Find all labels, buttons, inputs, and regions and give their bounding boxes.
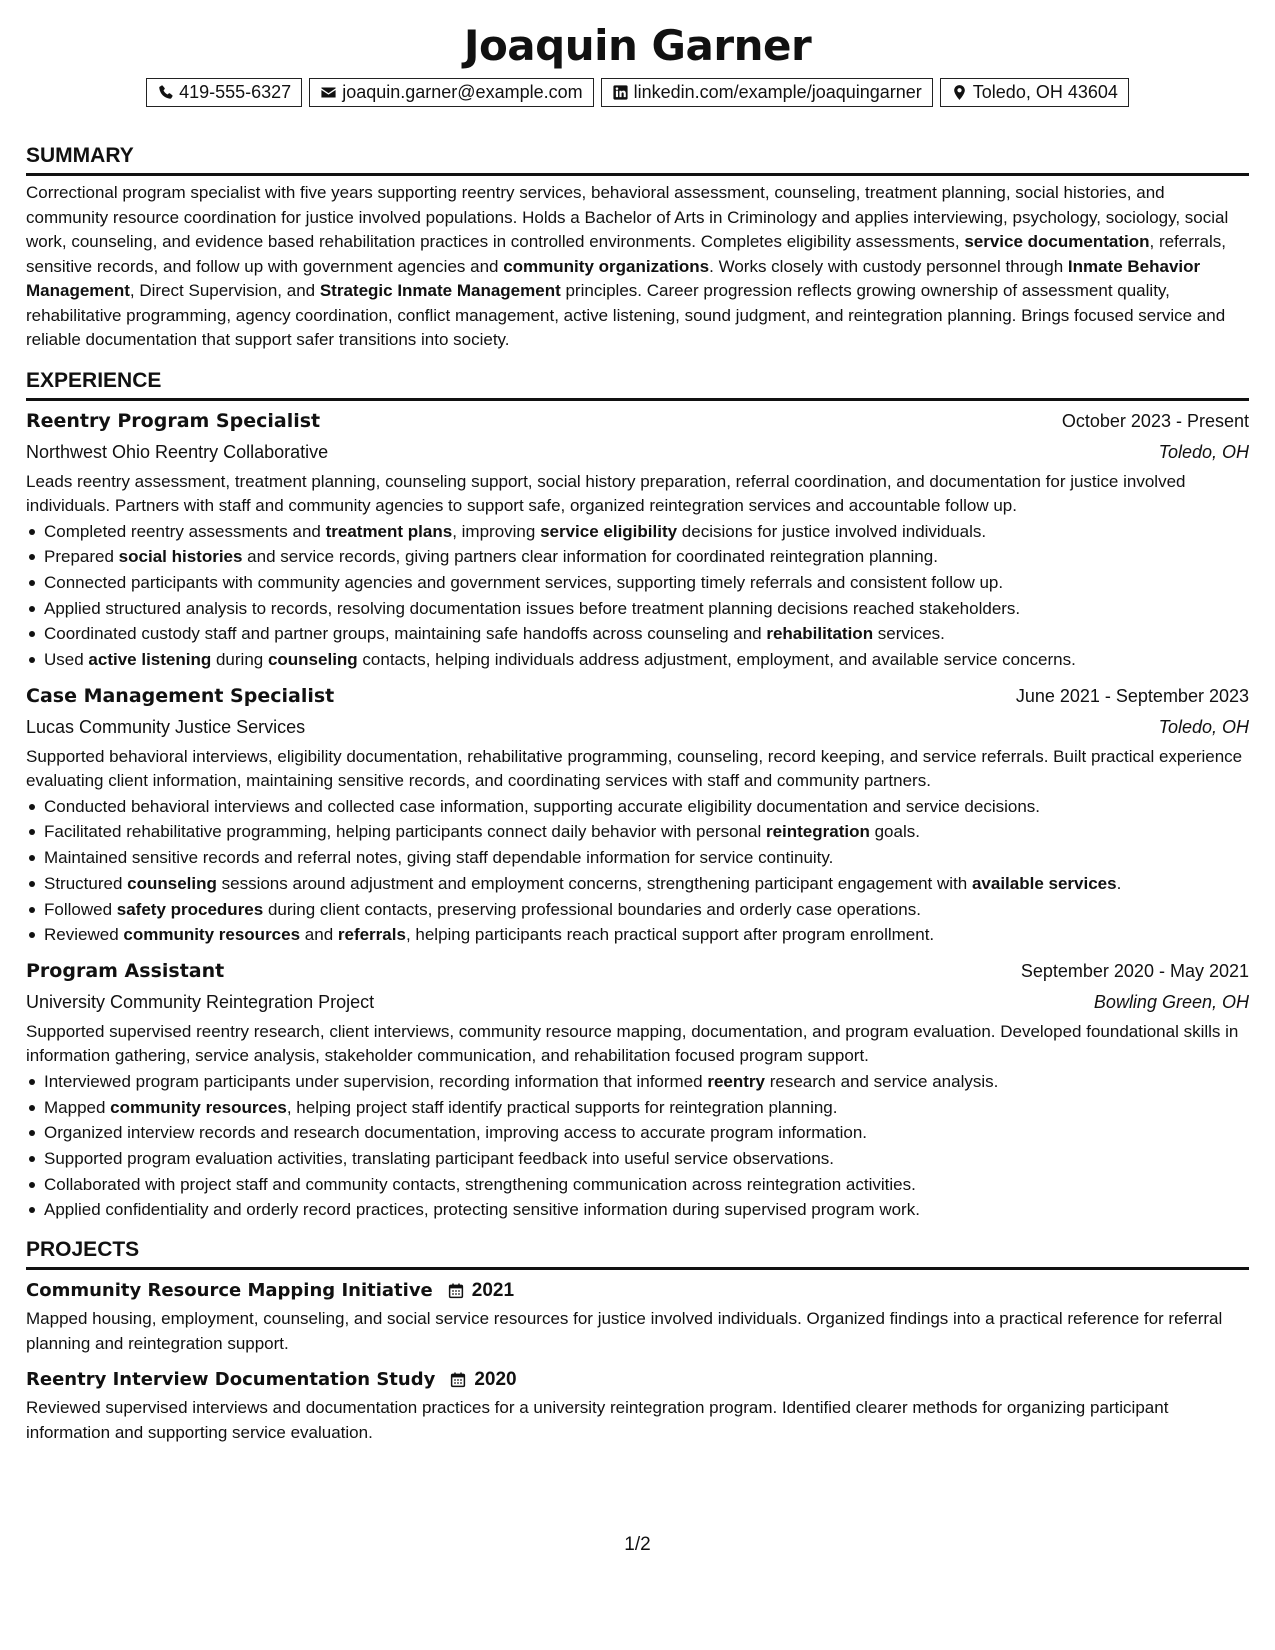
contact-email[interactable]: [309, 78, 593, 107]
map-pin-icon: [951, 84, 968, 101]
bullet-item: Conducted behavioral interviews and collected case information, supporting accurate eligibility documentation and service decisions.: [26, 794, 1249, 820]
projects-heading: PROJECTS: [26, 1237, 1249, 1270]
project-date: [449, 1366, 516, 1394]
experience-section: [26, 368, 1249, 1224]
job-company: University Community Reintegration Project: [26, 991, 375, 1012]
project-year: 2020: [474, 1369, 517, 1391]
project-description: Reviewed supervised interviews and documentation practices for a university reintegration program. Identified clearer methods for organizing participant information and supporting service evaluation.: [26, 1398, 1169, 1442]
envelope-icon: [320, 84, 337, 101]
job-location: Toledo, OH: [1158, 716, 1249, 737]
project-entry: [26, 1366, 1249, 1445]
job-entry: [26, 956, 1249, 1223]
contact-phone[interactable]: [146, 78, 302, 107]
calendar-icon: [449, 1371, 467, 1389]
job-location: Toledo, OH: [1158, 441, 1249, 462]
job-title: Program Assistant: [26, 959, 225, 982]
job-description: Supported supervised reentry research, client interviews, community resource mapping, documentation, and program evaluation. Developed foundational skills in information gathering, service analysis, stakeholder communication, and rehabilitation focused program support.: [26, 1021, 1239, 1066]
job-entry: [26, 681, 1249, 948]
job-company: Lucas Community Justice Services: [26, 716, 306, 737]
job-dates: June 2021 - September 2023: [1015, 685, 1249, 706]
bullet-item: Collaborated with project staff and community contacts, strengthening communication across reintegration activities.: [26, 1172, 1249, 1198]
experience-heading: EXPERIENCE: [26, 368, 1249, 401]
bullet-item: Structured counseling sessions around adjustment and employment concerns, strengthening participant engagement with available services.: [26, 871, 1249, 897]
bullet-item: Supported program evaluation activities, translating participant feedback into useful service observations.: [26, 1146, 1249, 1172]
contact-location-text: Toledo, OH 43604: [972, 82, 1118, 102]
summary-heading: SUMMARY: [26, 143, 1249, 176]
project-name: Community Resource Mapping Initiative: [26, 1280, 433, 1302]
projects-section: [26, 1237, 1249, 1445]
project-date: [447, 1277, 514, 1305]
contact-email-text: joaquin.garner@example.com: [342, 82, 583, 102]
job-title: Case Management Specialist: [26, 684, 335, 707]
phone-icon: [157, 84, 174, 101]
project-name: Reentry Interview Documentation Study: [26, 1369, 436, 1391]
calendar-icon: [447, 1282, 465, 1300]
project-year: 2021: [471, 1280, 515, 1302]
bullet-item: Applied structured analysis to records, resolving documentation issues before treatment planning decisions reached stakeholders.: [26, 596, 1249, 622]
candidate-name: Joaquin Garner: [463, 21, 812, 70]
job-entry: [26, 406, 1249, 673]
bullet-item: Followed safety procedures during client contacts, preserving professional boundaries and orderly case operations.: [26, 897, 1249, 923]
bullet-item: Mapped community resources, helping project staff identify practical supports for reintegration planning.: [26, 1095, 1249, 1121]
summary-text: Correctional program specialist with five years supporting reentry services, behavioral assessment, counseling, treatment planning, social histories, and community resource coordination for justice involved populations. Holds a Bachelor of Arts in Criminology and applies interviewing, psychology, sociology, social work, counseling, and evidence based rehabilitation practices in controlled environments. Completes eligibility assessments, service documentation, referrals, sensitive records, and follow up with government agencies and community organizations. Works closely with custody personnel through Inmate Behavior Management, Direct Supervision, and Strategic Inmate Management principles. Career progression reflects growing ownership of assessment quality, rehabilitative programming, agency coordination, conflict management, active listening, sound judgment, and reintegration planning. Brings focused service and reliable documentation that support safer transitions into society.: [26, 183, 1229, 349]
bullet-item: Prepared social histories and service records, giving partners clear information for coordinated reintegration planning.: [26, 544, 1249, 570]
project-description: Mapped housing, employment, counseling, and social service resources for justice involved individuals. Organized findings into a practical reference for referral planning and reintegration support.: [26, 1309, 1223, 1353]
contact-linkedin[interactable]: [601, 78, 933, 107]
job-bullets: [26, 1069, 1249, 1223]
bullet-item: Coordinated custody staff and partner groups, maintaining safe handoffs across counseling and rehabilitation services.: [26, 621, 1249, 647]
contact-location: [940, 78, 1129, 107]
job-description: Leads reentry assessment, treatment planning, counseling support, social history preparation, referral coordination, and documentation for justice involved individuals. Partners with staff and community agencies to support safe, organized reintegration services and accountable follow up.: [26, 471, 1186, 515]
page-number: 1/2: [624, 1534, 651, 1555]
summary-section: [26, 143, 1249, 353]
job-description: Supported behavioral interviews, eligibility documentation, rehabilitative programming, counseling, record keeping, and service referrals. Built practical experience evaluating client information, maintaining sensitive records, and coordinating services with staff and community partners.: [26, 746, 1243, 791]
job-bullets: [26, 794, 1249, 948]
bullet-item: Interviewed program participants under supervision, recording information that informed reentry research and service analysis.: [26, 1069, 1249, 1095]
contact-bar: [26, 78, 1249, 107]
bullet-item: Maintained sensitive records and referral notes, giving staff dependable information for service continuity.: [26, 845, 1249, 871]
job-location: Bowling Green, OH: [1093, 991, 1249, 1012]
bullet-item: Used active listening during counseling contacts, helping individuals address adjustment, employment, and available service concerns.: [26, 647, 1249, 673]
job-dates: September 2020 - May 2021: [1020, 960, 1249, 981]
job-title: Reentry Program Specialist: [26, 409, 321, 432]
project-entry: [26, 1277, 1249, 1356]
bullet-item: Applied confidentiality and orderly record practices, protecting sensitive information during supervised program work.: [26, 1197, 1249, 1223]
job-bullets: [26, 519, 1249, 673]
job-company: Northwest Ohio Reentry Collaborative: [26, 441, 329, 462]
bullet-item: Reviewed community resources and referrals, helping participants reach practical support after program enrollment.: [26, 922, 1249, 948]
linkedin-icon: [612, 84, 629, 101]
contact-linkedin-text: linkedin.com/example/joaquingarner: [633, 82, 922, 102]
bullet-item: Organized interview records and research documentation, improving access to accurate program information.: [26, 1120, 1249, 1146]
bullet-item: Connected participants with community agencies and government services, supporting timely referrals and consistent follow up.: [26, 570, 1249, 596]
job-dates: October 2023 - Present: [1061, 410, 1249, 431]
contact-phone-text: 419-555-6327: [179, 82, 292, 102]
bullet-item: Completed reentry assessments and treatment plans, improving service eligibility decisions for justice involved individuals.: [26, 519, 1249, 545]
bullet-item: Facilitated rehabilitative programming, helping participants connect daily behavior with personal reintegration goals.: [26, 819, 1249, 845]
